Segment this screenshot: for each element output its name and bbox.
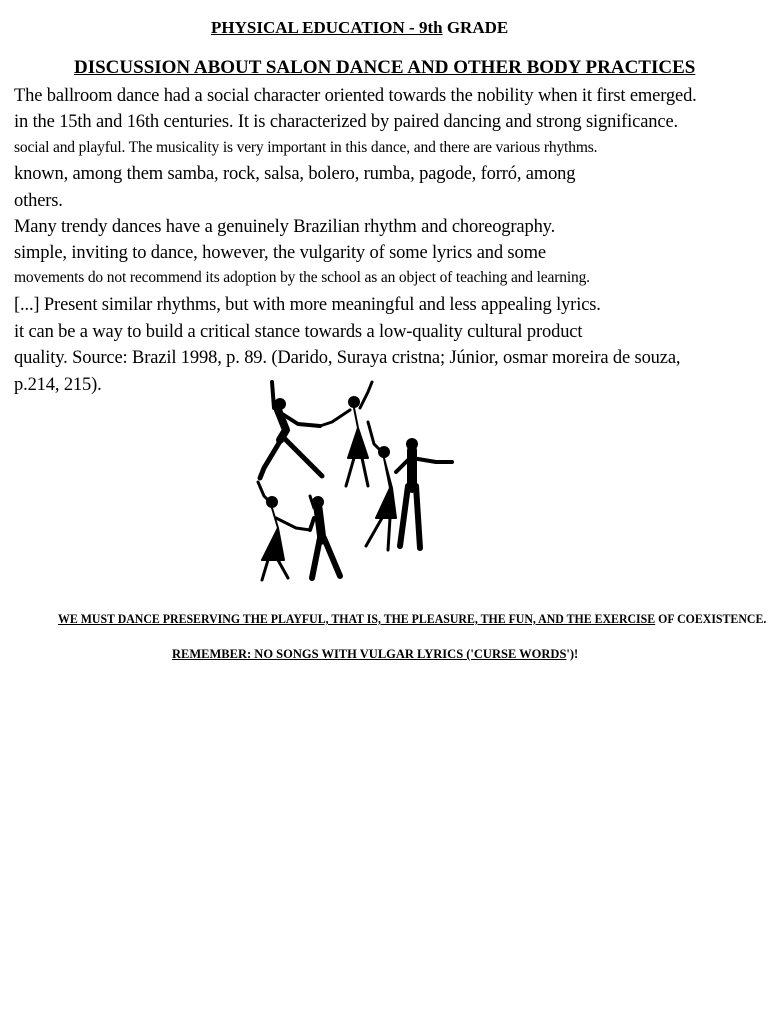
paragraph-line: it can be a way to build a critical stance towards a low-quality cultural product bbox=[14, 322, 583, 342]
paragraph-line: [...] Present similar rhythms, but with more meaningful and less appealing lyrics. bbox=[14, 295, 601, 315]
grade-heading-rest: GRADE bbox=[442, 18, 509, 37]
paragraph-line: simple, inviting to dance, however, the vulgarity of some lyrics and some bbox=[14, 243, 546, 263]
paragraph-line: social and playful. The musicality is very important in this dance, and there are various rhythms. bbox=[14, 139, 598, 156]
slogan-dance-playful-underlined: WE MUST DANCE PRESERVING THE PLAYFUL, THAT IS, THE PLEASURE, THE FUN, AND THE EXERCISE bbox=[58, 612, 656, 626]
paragraph-line: p.214, 215). bbox=[14, 375, 102, 395]
paragraph-line: The ballroom dance had a social character oriented towards the nobility when it first emerged. bbox=[14, 86, 697, 106]
paragraph-line: known, among them samba, rock, salsa, bolero, rumba, pagode, forró, among bbox=[14, 164, 576, 184]
slogan-no-vulgar-lyrics-rest: ')! bbox=[566, 647, 579, 661]
paragraph-line: Many trendy dances have a genuinely Brazilian rhythm and choreography. bbox=[14, 217, 556, 237]
slogan-no-vulgar-lyrics-underlined: REMEMBER: NO SONGS WITH VULGAR LYRICS ('CURSE WORDS bbox=[172, 647, 567, 661]
slogan-no-vulgar-lyrics bbox=[172, 648, 578, 661]
paragraph-line: quality. Source: Brazil 1998, p. 89. (Darido, Suraya cristna; Júnior, osmar moreira de souza, bbox=[14, 348, 681, 368]
dancing-couples-silhouette-icon bbox=[250, 378, 460, 586]
grade-heading bbox=[211, 19, 508, 36]
paragraph-line: others. bbox=[14, 191, 63, 211]
grade-heading-underlined: PHYSICAL EDUCATION - 9th bbox=[211, 18, 443, 37]
paragraph-line: in the 15th and 16th centuries. It is characterized by paired dancing and strong significance. bbox=[14, 112, 678, 132]
slogan-dance-playful-rest: OF COEXISTENCE. bbox=[655, 612, 767, 626]
document-title: DISCUSSION ABOUT SALON DANCE AND OTHER BODY PRACTICES bbox=[74, 57, 696, 78]
slogan-dance-playful bbox=[58, 613, 766, 626]
paragraph-line: movements do not recommend its adoption by the school as an object of teaching and learning. bbox=[14, 269, 590, 286]
